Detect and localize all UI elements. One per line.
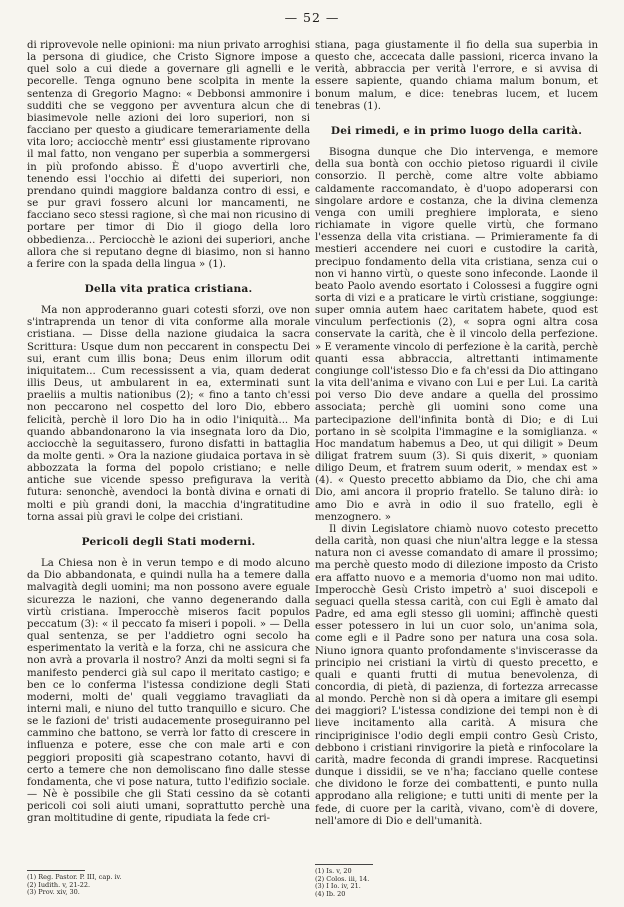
footnote-rule — [315, 864, 373, 865]
footnote: (3) Prov. xiv, 30. — [27, 888, 80, 897]
paragraph: stiana, paga giustamente il fio della sua superbia in questo che, accecata dalle passioni, ricerca invano la verità, abbraccia per verità l'errore, e si avvisa di essere sapiente, quando chiama malum bonum, et bonum malum, e dice: tenebras lucem, et lucem tenebras (1). — [315, 40, 598, 112]
footnote: (3) I Io. iv, 21. — [315, 882, 361, 891]
paragraph: Il divin Legislatore chiamò nuovo cotesto precetto della carità, non quasi che niun'altra legge e la stessa natura non ci avesse comandato di amare il prossimo; ma perchè questo modo di dilezione imposto da Cristo era affatto nuovo e a memoria d'uomo non mai udito. Imperocchè Gesù Cristo impetrò a' suoi discepoli e seguaci quella stessa carità, con cui Egli è amato dal Padre, ed ama egli stesso gli uomini; affinchè questi esser potessero in lui un cuor solo, un'anima sola, come egli e il Padre sono per natura una cosa sola. Niuno ignora quanto profondamente s'inviscerasse da principio nei cristiani la virtù di questo precetto, e quali e quanti frutti di mutua benevolenza, di concordia, di pietà, di pazienza, di fortezza arrecasse al mondo. Perchè non si dà opera a imitare gli esempi dei maggiori? L'istessa condizione dei tempi non è di lieve incitamento alla carità. A misura che rincipriginisce l'odio degli empii contro Gesù Cristo, debbono i cristiani rinvigorire la pietà e rinfocolare la carità, madre feconda di grandi imprese. Racquetinsi dunque i dissidii, se ve n'ha; facciano quelle contese che dividono le forze dei combattenti, e punto nulla approdano alla religione; e tutti uniti di mente per la fede, di cuore per la carità, vivano, com'è di dovere, nell'amore di Dio e dell'umanità. — [315, 523, 598, 827]
footnotes-right — [315, 864, 598, 898]
footnote-rule — [27, 870, 85, 871]
paragraph: Ma non approderanno guari cotesti sforzi, ove non s'intraprenda un tenor di vita conforme alla morale cristiana. — Disse della nazione giudaica la sacra Scrittura: Usque dum non peccarent in conspectu Dei sui, erant cum illis bona; Deus enim illorum odit iniquitatem... Cum recessissent a via, quam dederat illis Deus, ut ambularent in ea, exterminati sunt praeliis a multis nationibus (2); « fino a tanto ch'essi non peccarono nel cospetto del loro Dio, ebbero felicità, perchè il loro Dio ha in odio l'iniquità... Ma quando abbandonarono la via insegnata loro da Dio, acciocchè la seguitassero, furono disfatti in battaglia da molte genti. » Ora la nazione giudaica portava in sè abbozzata la forma del popolo cristiano; e nelle antiche sue vicende spesso prefigurava la verità futura: senonchè, avendoci la bontà divina e ornati di molti e più grandi doni, la macchia d'ingratitudine torna assai più gravi le colpe dei cristiani. — [27, 305, 310, 523]
footnotes-left — [27, 870, 310, 897]
footnote: (2) Colos. iii, 14. — [315, 874, 370, 883]
section-heading: Pericoli degli Stati moderni. — [81, 535, 256, 548]
left-column — [27, 40, 310, 826]
paragraph: Bisogna dunque che Dio intervenga, e memore della sua bontà con occhio pietoso riguardi il civile consorzio. Il perchè, come altre volte abbiamo caldamente raccomandato, è d'uopo adoperarsi con singolare ardore e costanza, che la divina clemenza venga con umili preghiere implorata, e sieno richiamate in vigore quelle virtù, che formano l'essenza della vita cristiana. — Primieramente fa di mestieri accendere nei cuori e custodire la carità, precipuo fondamento della vita cristiana, senza cui o non vi hanno virtù, o queste sono infeconde. Laonde il beato Paolo avendo esortato i Colossesi a fuggire ogni sorta di vizi e a praticare le virtù cristiane, soggiunge: super omnia autem haec caritatem habete, quod est vinculum perfectionis (2), « sopra ogni altra cosa conservate la carità, che è il vincolo della perfezione. » E veramente vincolo di perfezione è la carità, perchè quanti essa abbraccia, altrettanti intimamente congiunge coll'istesso Dio e fa ch'essi da Dio attingano la vita dell'anima e vivano con Lui e per Lui. La carità poi verso Dio deve andare a quella del prossimo associata; perchè gli uomini sono come una partecipazione dell'infinita bontà di Dio; e di Lui portano in sè scolpita l'immagine e la somiglianza. « Hoc mandatum habemus a Deo, ut qui diligit » Deum diligat fratrem suum (3). Si quis dixerit, » quoniam diligo Deum, et fratrem suum oderit, » mendax est » (4). « Questo precetto abbiamo da Dio, che chi ama Dio, ami ancora il proprio fratello. Se taluno dirà: io amo Dio e avrà in odio il suo fratello, egli è menzognero. » — [315, 147, 598, 523]
paragraph: di riprovevole nelle opinioni: ma niun privato arroghisi la persona di giudice, che Cristo Signore impose a quel solo a cui diede a governare gli agnelli e le pecorelle. Tenga ognuno bene scolpita in mente la sentenza di Gregorio Magno: « Debbonsi ammonire i sudditi che se veggono per avventura alcun che di biasimevole nelle azioni dei loro superiori, non si facciano per questo a giudicare temerariamente della vita loro; acciocchè mentr' essi giustamente riprovano il mal fatto, non vengano per superbia a sommergersi in più profondo abisso. È d'uopo avvertirli che, tenendo essi l'occhio ai difetti dei superiori, non prendano quindi maggiore baldanza contro di essi, e se pur gravi fossero alcuni lor mancamenti, ne facciano seco stessi ragione, sì che mai non ricusino di portare per timor di Dio il giogo della loro obbedienza... Perciocchè le azioni dei superiori, anche allora che si reputano degne di biasimo, non si hanno a ferire con la spada della lingua » (1). — [27, 40, 310, 270]
paragraph: La Chiesa non è in verun tempo e di modo alcuno da Dio abbandonata, e quindi nulla ha a temere dalla malvagità degli uomini; ma non possono avere eguale sicurezza le nazioni, che vanno degenerando dalla virtù cristiana. Imperocchè miseros facit populos peccatum (3): « il peccato fa miseri i popoli. » — Della qual sentenza, se per l'addietro ogni secolo ha esperimentato la verità e la forza, chi ne assicura che non avrà a provarla il nostro? Anzi da molti segni si fa manifesto penderci già sul capo il meritato castigo; e ben ce lo conferma l'istessa condizione degli Stati moderni, molti de' quali veggiamo travagliati da interni mali, e niuno del tutto tranquillo e sicuro. Che se le fazioni de' tristi audacemente proseguiranno pel cammino che battono, se verrà lor fatto di crescere in influenza e potere, esse che con male arti e con peggiori propositi già scapestrano cotanto, havvi di certo a temere che non demoliscano fino dalle stesse fondamenta, che vi pose natura, tutto l'edifizio sociale. — Nè è possibile che gli Stati cessino da sè cotanti pericoli coi soli aiuti umani, soprattutto perchè una gran moltitudine di gente, ripudiata la fede cri- — [27, 558, 310, 825]
footnote: (1) Is. v, 20 — [315, 867, 352, 875]
section-heading: Dei rimedi, e in primo luogo della carità. — [330, 124, 583, 137]
footnote: (1) Reg. Pastor. P. III, cap. iv. — [27, 873, 122, 881]
page-number: — 52 — — [284, 10, 340, 25]
footnote: (2) Iudith. v, 21-22. — [27, 880, 91, 889]
section-heading: Della vita pratica cristiana. — [84, 282, 253, 295]
footnote: (4) Ib. 20 — [315, 889, 346, 898]
right-column — [315, 40, 598, 828]
